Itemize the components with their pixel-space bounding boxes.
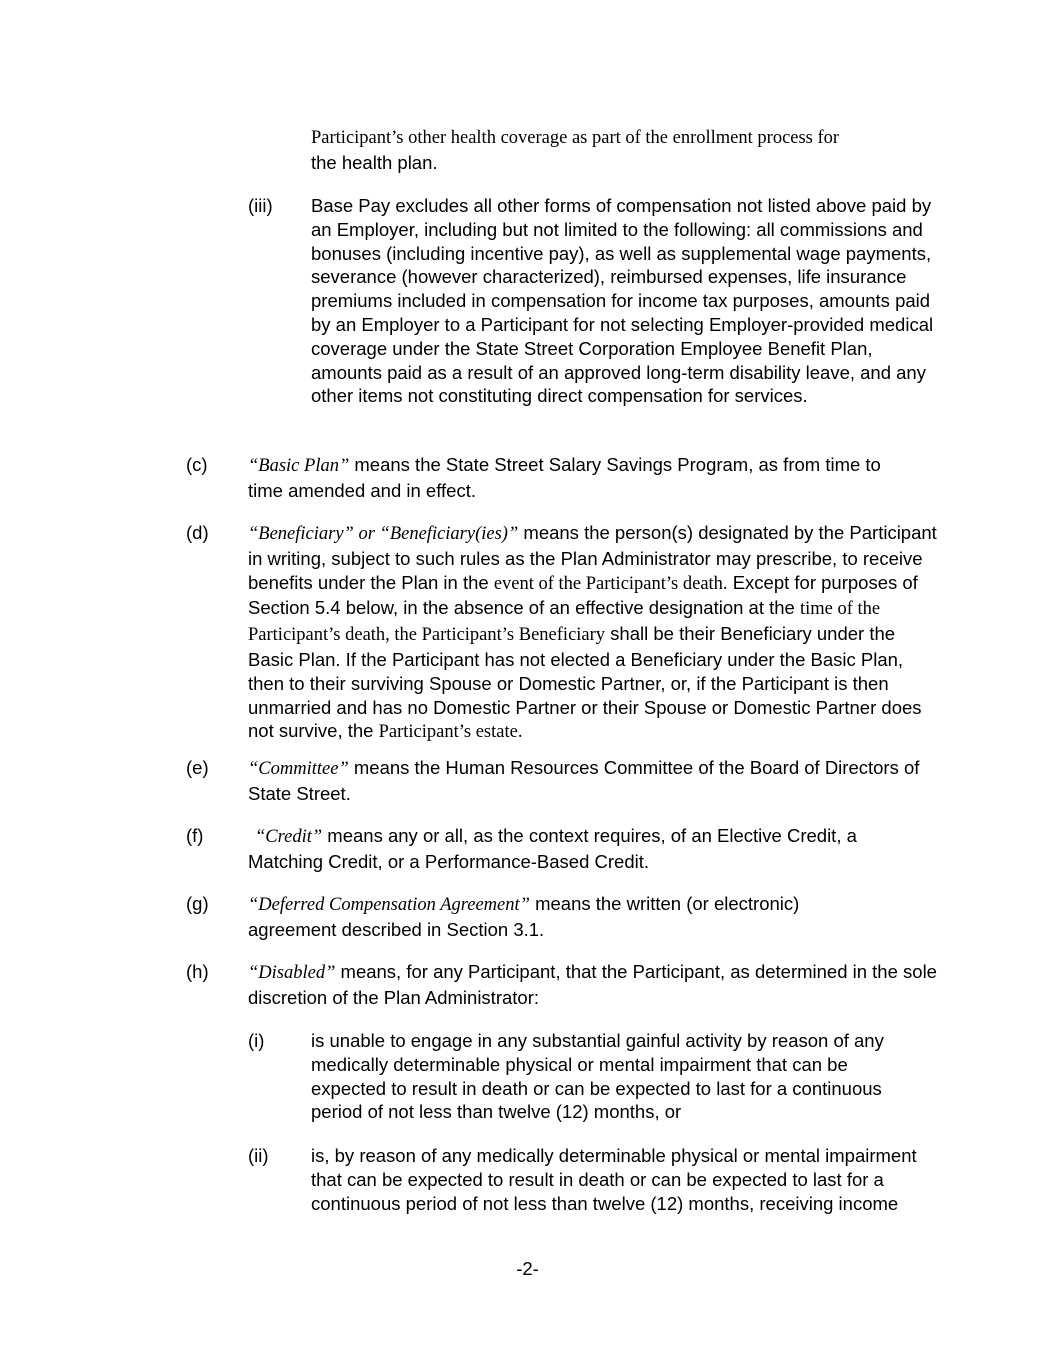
definition-d-paragraph: [248, 521, 943, 745]
continuation-line-2: the health plan.: [311, 151, 438, 173]
definition-h-term: “Disabled”: [248, 963, 336, 983]
definition-d-text-a: means the person(s) designated by the Participant in writing, subject to such rules as the Plan Administrator may prescribe, to receive benefits under the Plan in the: [248, 522, 937, 593]
definition-f-term: “Credit”: [255, 827, 323, 847]
disabled-item-ii-text: is, by reason of any medically determinable physical or mental impairment that can be expected to result in death or can be expected to last for a continuous period of not less than twelve (12) months, receiving income: [311, 1145, 917, 1214]
definition-e-term: “Committee”: [248, 759, 349, 779]
definition-g-term: “Deferred Compensation Agreement”: [248, 895, 530, 915]
item-iii-text: Base Pay excludes all other forms of compensation not listed above paid by an Employer, including but not limited to the following: all commissions and bonuses (including incentive pay), as well as supplemental wage payments, severance (however characterized), reimbursed expenses, life insurance premiums included in compensation for income tax purposes, amounts paid by an Employer to a Participant for not selecting Employer-provided medical coverage under the State Street Corporation Employee Benefit Plan, amounts paid as a result of an approved long-term disability leave, and any other items not constituting direct compensation for services.: [311, 195, 934, 407]
definition-f-text: means any or all, as the context requires, of an Elective Credit, a Matching Credit, or a Performance-Based Credit.: [248, 825, 857, 872]
definition-c-label: (c): [186, 454, 208, 475]
definition-c-term: “Basic Plan”: [248, 456, 350, 476]
definition-d-label: (d): [186, 522, 209, 543]
disabled-item-i-text: is unable to engage in any substantial gainful activity by reason of any medically determinable physical or mental impairment that can be expected to result in death or can be expected to last for a continuous period of not less than twelve (12) months, or: [311, 1030, 884, 1123]
definition-g-label: (g): [186, 893, 209, 914]
definition-e-paragraph: [248, 756, 938, 806]
definition-c-paragraph: [248, 453, 908, 503]
definition-d-text-e: shall be their Beneficiary under the Basic Plan. If the Participant has not elected a Beneficiary under the Basic Plan, then to their surviving Spouse or Domestic Partner, or, if the Participant is then unmarried and has no Domestic Partner or their Spouse or Domestic Partner does not survive, the: [248, 623, 922, 742]
page-number: -2-: [516, 1258, 539, 1279]
definition-f-label: (f): [186, 825, 204, 846]
definition-e-label: (e): [186, 757, 209, 778]
definition-d-text-d: time of the Participant’s death, the Participant’s Beneficiary: [248, 599, 881, 646]
continuation-line-1: Participant’s other health coverage as part of the enrollment process for: [311, 128, 840, 148]
definition-d-text-c: Except for purposes of Section 5.4 below, in the absence of an effective designation at the: [248, 571, 918, 619]
definition-h-label: (h): [186, 961, 209, 982]
definition-d-term: “Beneficiary” or “Beneficiary(ies)”: [248, 524, 519, 544]
definition-h-text: means, for any Participant, that the Participant, as determined in the sole discretion of the Plan Administrator:: [248, 961, 937, 1008]
definition-g-paragraph: [248, 892, 888, 942]
disabled-item-ii-label: (ii): [248, 1145, 269, 1166]
disabled-item-i-label: (i): [248, 1030, 265, 1051]
continuation-paragraph: [311, 125, 951, 175]
definition-d-text-f: Participant’s estate.: [378, 722, 523, 743]
item-iii-label: (iii): [248, 195, 273, 216]
definition-h-paragraph: [248, 960, 938, 1010]
definition-d-text-b: event of the Participant’s death.: [493, 573, 728, 594]
definition-g-text: means the written (or electronic) agreement described in Section 3.1.: [248, 893, 800, 940]
definition-c-text: means the State Street Salary Savings Program, as from time to time amended and in effect.: [248, 454, 881, 501]
definition-f-paragraph: [248, 824, 888, 874]
definition-e-text: means the Human Resources Committee of the Board of Directors of State Street.: [248, 757, 920, 804]
